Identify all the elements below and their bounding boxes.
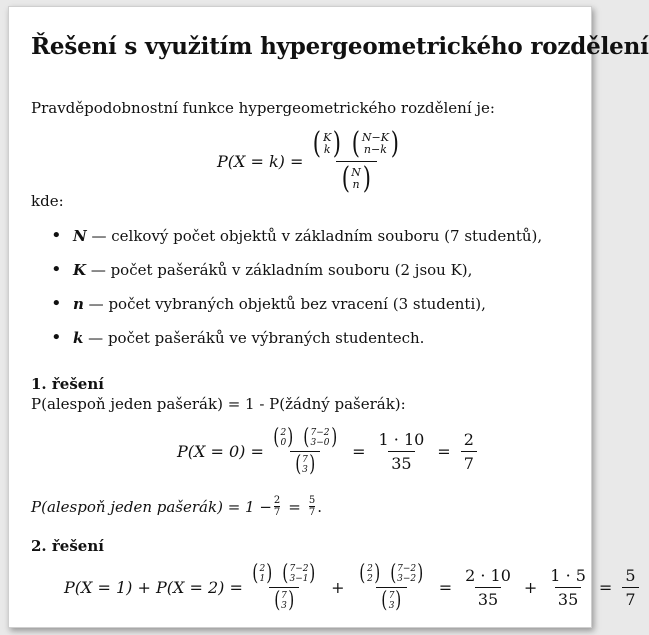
list-item: • N — celkový počet objektů v základním souboru (7 studentů), bbox=[51, 225, 542, 259]
solution-1-equation: P(X = 0) = ( 2 0 ) ( 7−2 3−0 ) ( 7 3 ) = $\frac{1 \cdot 10}{35}$ = $\frac{2}{7}$ bbox=[177, 427, 481, 476]
formula-fraction: ( K k ) ( N−K n−k ) ( N n ) bbox=[313, 126, 399, 196]
solution-1-heading: 1. řešení bbox=[31, 375, 104, 393]
kde-label: kde: bbox=[31, 192, 64, 210]
list-item: • n — počet vybraných objektů bez vracení (3 studenti), bbox=[51, 293, 542, 327]
page-title: Řešení s využitím hypergeometrického rozdělení bbox=[31, 33, 649, 60]
formula-lhs: P(X = k) = bbox=[217, 152, 304, 171]
solution-2-equation: P(X = 1) + P(X = 2) = ( 2 1 ) ( 7−2 3−1 ) ( 7 3 ) + ( 2 2 ) ( 7−2 3−2 ) ( 7 3 ) = $\frac{2 \cdot 10}{35}$ + $\frac{1 \cdot 5}{35}$ = $\frac{5}{7}$ bbox=[64, 563, 643, 612]
solution-1-result: P(alespoň jeden pašerák) = 1 − $\frac{2}{7}$ = $\frac{5}{7}$ . bbox=[31, 495, 323, 518]
list-item: • K — počet pašeráků v základním souboru (2 jsou K), bbox=[51, 259, 542, 293]
variable-list bbox=[51, 225, 542, 361]
intro-text: Pravděpodobnostní funkce hypergeometrického rozdělení je: bbox=[31, 99, 495, 117]
list-item: • k — počet pašeráků ve výbraných studentech. bbox=[51, 327, 542, 361]
document-page bbox=[8, 6, 649, 628]
hypergeometric-formula bbox=[217, 126, 409, 196]
solution-2-heading: 2. řešení bbox=[31, 537, 104, 555]
solution-1-text: P(alespoň jeden pašerák) = 1 - P(žádný pašerák): bbox=[31, 395, 406, 413]
